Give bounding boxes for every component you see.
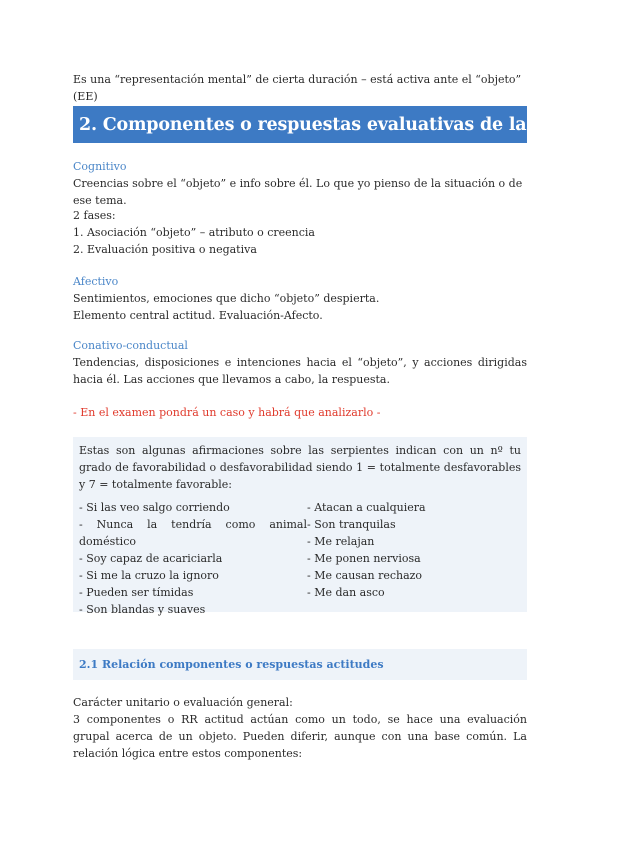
exam-note [73,404,527,421]
fases-label: 2 fases: [73,209,116,222]
fases-list [73,207,527,258]
example-intro: Estas son algunas afirmaciones sobre las serpientes indican con un nº tu grado de favorabilidad o desfavorabilidad siendo 1 = totalmente desfavorables y 7 = totalmente favorable: [79,444,521,491]
statement-item: - Soy capaz de acariciarla [79,552,223,565]
exam-note-text: - En el examen pondrá un caso y habrá que analizarlo - [73,406,381,419]
statement-item: - Me dan asco [307,586,385,599]
statement-columns [79,499,521,618]
statement-item: - Son tranquilas [307,518,396,531]
statement-item: - Pueden ser tímidas [79,586,194,599]
afectivo-section [73,273,527,324]
cognitivo-section [73,158,527,209]
statement-item: - Atacan a cualquiera [307,501,426,514]
closing-line-1: Carácter unitario o evaluación general: [73,696,293,709]
statement-column-left [79,499,307,618]
statement-item: - Si las veo salgo corriendo [79,501,230,514]
cognitivo-text: Creencias sobre el “objeto” e info sobre él. Lo que yo pienso de la situación o de ese tema. [73,177,523,207]
statement-item: - Nunca la tendría como animal doméstico [79,518,307,548]
afectivo-heading: Afectivo [73,275,119,288]
statement-item: - Me causan rechazo [307,569,423,582]
afectivo-line-2: Elemento central actitud. Evaluación-Afecto. [73,309,323,322]
example-box [73,437,527,616]
statement-item: - Son blandas y suaves [79,603,206,616]
afectivo-line-1: Sentimientos, emociones que dicho “objeto” despierta. [73,292,380,305]
cognitivo-heading: Cognitivo [73,160,127,173]
statement-column-right [307,499,521,618]
intro-text: Es una “representación mental” de cierta duración – está activa ante el “objeto” (EE) [73,73,522,103]
fase-2: 2. Evaluación positiva o negativa [73,243,257,256]
section-heading: 2. Componentes o respuestas evaluativas de las actitudes [73,106,527,143]
conativo-text: Tendencias, disposiciones e intenciones hacia el “objeto”, y acciones dirigidas hacia él. Las acciones que llevamos a cabo, la respuesta. [73,356,527,386]
closing-section [73,694,527,762]
statement-item: - Me relajan [307,535,375,548]
conativo-heading: Conativo-conductual [73,339,188,352]
statement-item: - Si me la cruzo la ignoro [79,569,219,582]
conativo-section [73,337,527,388]
statement-item: - Me ponen nerviosa [307,552,421,565]
subsection-heading: 2.1 Relación componentes o respuestas actitudes [73,649,527,680]
closing-text: 3 componentes o RR actitud actúan como un todo, se hace una evaluación grupal acerca de un objeto. Pueden diferir, aunque con una base común. La relación lógica entre estos componentes: [73,713,527,760]
fase-1: 1. Asociación “objeto” – atributo o creencia [73,226,315,239]
